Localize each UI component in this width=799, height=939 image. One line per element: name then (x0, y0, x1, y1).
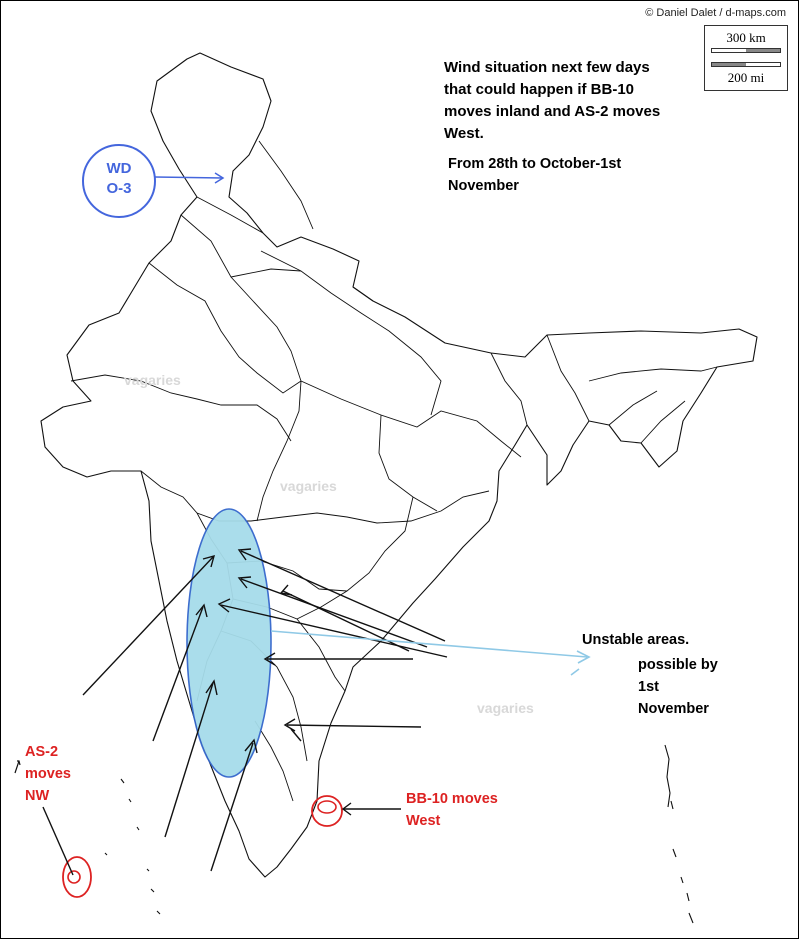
scale-bar (704, 25, 788, 91)
as2-pointer (43, 807, 73, 875)
possible-line-1: possible by (638, 657, 718, 673)
wd-label (97, 159, 141, 199)
possible-line-2: 1st (638, 679, 659, 695)
scale-km-label: 300 km (726, 30, 766, 45)
as2-line-3: NW (25, 788, 50, 804)
map-title (444, 57, 660, 145)
unstable-area-ellipse (187, 509, 271, 777)
as2-line-2: moves (25, 766, 71, 782)
bb10-cyclone-inner (318, 801, 336, 813)
scale-km-bar (711, 48, 781, 53)
possible-line-3: November (638, 701, 709, 717)
unstable-areas-label: Unstable areas. (582, 632, 690, 648)
bb10-line-2: West (406, 813, 441, 829)
title-line-2: that could happen if BB-10 (444, 81, 635, 98)
date-range-line-2: November (448, 178, 519, 194)
date-range (448, 153, 621, 197)
watermark: vagaries (280, 478, 337, 494)
wd-line-2: O-3 (106, 180, 132, 197)
as2-label (25, 741, 71, 807)
india-outline (41, 53, 757, 877)
title-line-3: moves inland and AS-2 moves (444, 103, 661, 120)
scale-mi-label: 200 mi (727, 70, 765, 85)
possible-label (638, 654, 718, 720)
wd-line-1: WD (106, 160, 132, 177)
title-line-4: West. (444, 125, 484, 142)
watermark: vagaries (477, 700, 534, 716)
scale-mi-bar (711, 62, 781, 67)
as2-line-1: AS-2 (25, 744, 59, 760)
india-map (1, 1, 798, 938)
title-line-1: Wind situation next few days (444, 59, 650, 76)
as2-cyclone-inner (68, 871, 80, 883)
bb10-line-1: BB-10 moves (406, 791, 498, 807)
date-range-line-1: From 28th to October-1st (448, 156, 622, 172)
watermark: vagaries (124, 372, 181, 388)
map-credit[interactable]: © Daniel Dalet / d-maps.com (645, 7, 786, 19)
islands (105, 745, 693, 923)
wd-arrow (155, 177, 223, 178)
as2-small-arrow (15, 761, 20, 773)
bb10-label (406, 788, 498, 832)
